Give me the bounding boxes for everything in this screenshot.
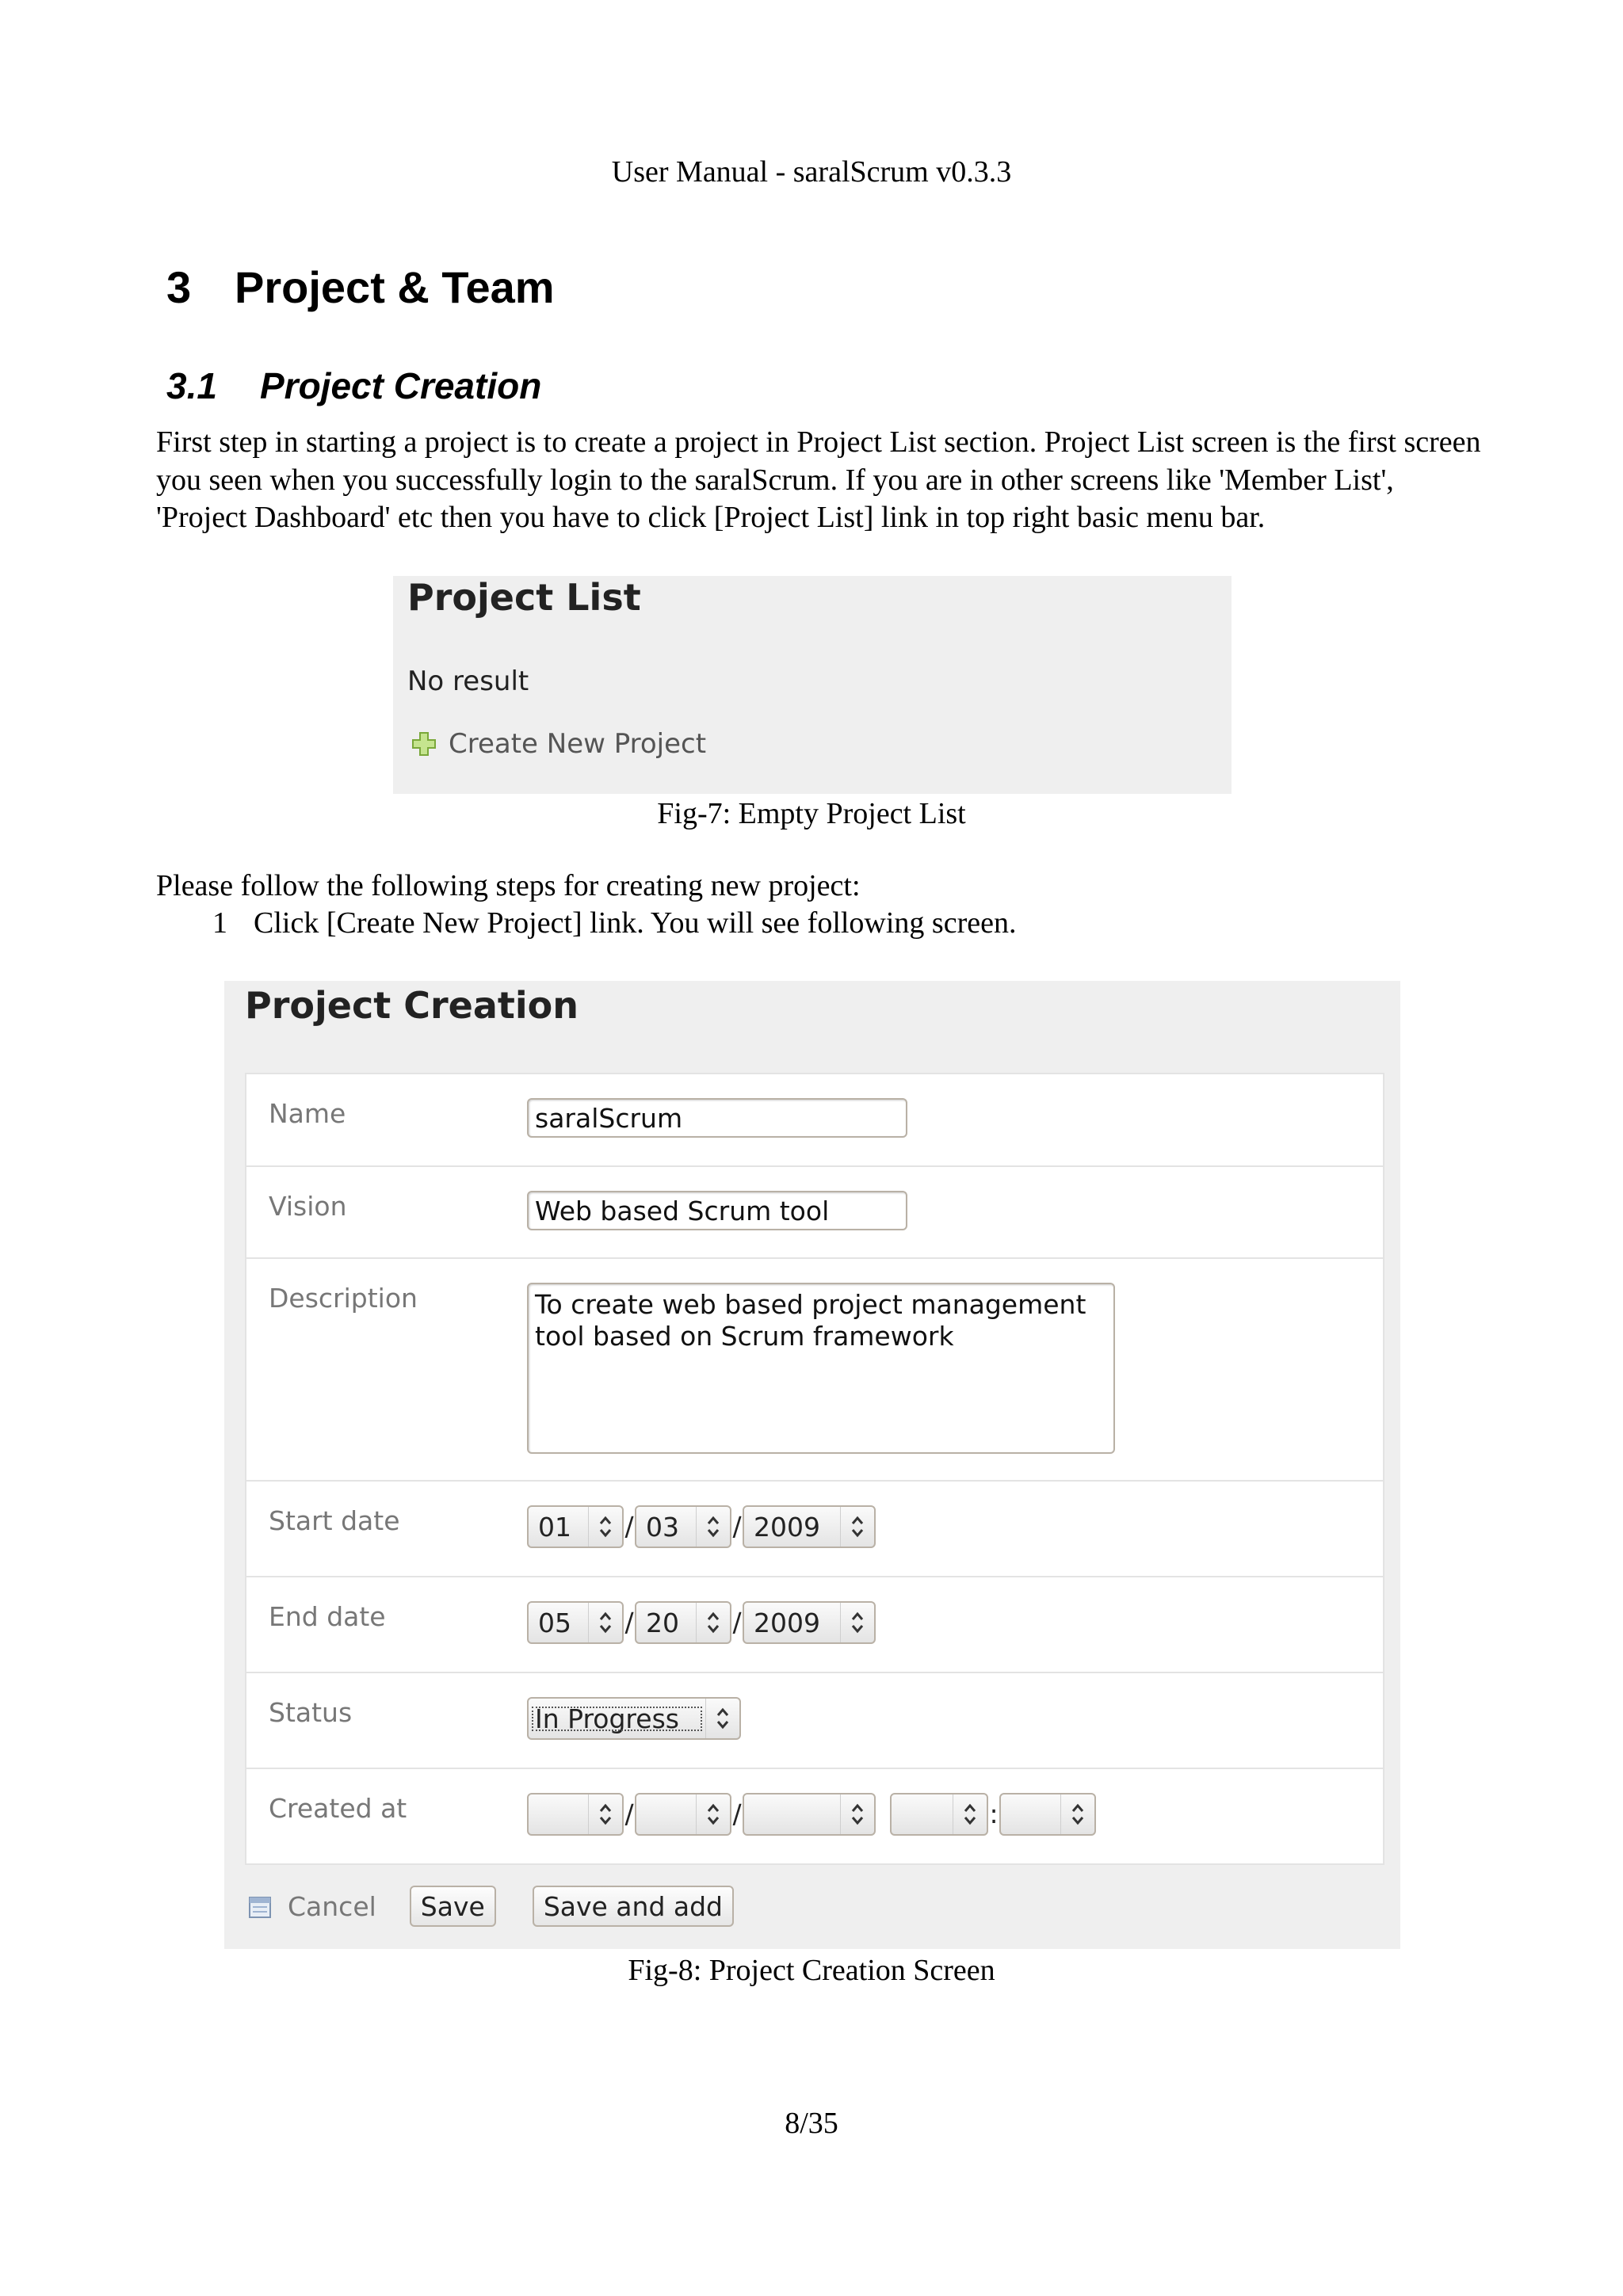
form-buttons bbox=[248, 1886, 734, 1927]
project-creation-title: Project Creation bbox=[245, 984, 579, 1027]
date-separator: / bbox=[732, 1607, 742, 1638]
updown-icon bbox=[696, 1507, 730, 1547]
project-list-screenshot bbox=[393, 576, 1232, 794]
form-row-created-at bbox=[246, 1768, 1383, 1863]
updown-icon bbox=[840, 1507, 874, 1547]
start-month-select[interactable]: 01 bbox=[527, 1505, 624, 1548]
status-select[interactable]: In Progress bbox=[527, 1697, 741, 1740]
updown-icon bbox=[588, 1794, 622, 1834]
time-separator: : bbox=[989, 1798, 999, 1829]
created-minute-select[interactable] bbox=[999, 1793, 1096, 1836]
updown-icon bbox=[840, 1794, 874, 1834]
project-creation-screenshot bbox=[224, 981, 1400, 1949]
save-and-add-button[interactable]: Save and add bbox=[533, 1886, 734, 1927]
status-label: Status bbox=[269, 1697, 353, 1728]
end-day-select[interactable]: 20 bbox=[635, 1601, 731, 1644]
date-separator: / bbox=[732, 1511, 742, 1542]
project-form bbox=[245, 1073, 1384, 1865]
description-label: Description bbox=[269, 1283, 418, 1314]
section-heading bbox=[166, 261, 555, 313]
created-month-select[interactable] bbox=[527, 1793, 624, 1836]
created-at-picker bbox=[527, 1793, 1096, 1836]
vision-label: Vision bbox=[269, 1191, 347, 1222]
vision-input[interactable]: Web based Scrum tool bbox=[527, 1191, 907, 1230]
updown-icon bbox=[588, 1507, 622, 1547]
steps-intro: Please follow the following steps for creating new project: bbox=[156, 869, 861, 902]
intro-paragraph: First step in starting a project is to create a project in Project List section. Project List screen is the first screen you seen when you successfully login to the saralScrum. If you are in other screens like 'Member List', 'Project Dashboard' etc then you have to click [Project List] link in top right basic menu bar. bbox=[156, 425, 1481, 534]
end-year-select[interactable]: 2009 bbox=[743, 1601, 876, 1644]
updown-icon bbox=[840, 1603, 874, 1642]
created-day-select[interactable] bbox=[635, 1793, 731, 1836]
create-new-project-label: Create New Project bbox=[449, 728, 707, 760]
figure8-caption: Fig-8: Project Creation Screen bbox=[628, 1954, 995, 1987]
step-item bbox=[212, 906, 1016, 940]
date-separator: / bbox=[624, 1607, 634, 1638]
end-date-picker bbox=[527, 1601, 876, 1644]
updown-icon bbox=[953, 1794, 987, 1834]
start-date-picker bbox=[527, 1505, 876, 1548]
name-label: Name bbox=[269, 1098, 346, 1129]
subsection-title: Project Creation bbox=[260, 365, 542, 406]
form-row-end-date bbox=[246, 1576, 1383, 1672]
form-row-name bbox=[246, 1074, 1383, 1165]
form-row-start-date bbox=[246, 1480, 1383, 1576]
description-textarea[interactable]: To create web based project management tool based on Scrum framework bbox=[527, 1283, 1115, 1454]
project-list-title: Project List bbox=[407, 576, 641, 619]
form-row-vision bbox=[246, 1165, 1383, 1257]
date-separator: / bbox=[624, 1511, 634, 1542]
date-separator: / bbox=[732, 1798, 742, 1829]
save-button[interactable]: Save bbox=[410, 1886, 496, 1927]
section-title: Project & Team bbox=[235, 262, 555, 312]
create-new-project-link[interactable] bbox=[411, 728, 706, 760]
document-header: User Manual - saralScrum v0.3.3 bbox=[611, 155, 1012, 189]
plus-icon bbox=[411, 730, 437, 757]
date-separator: / bbox=[624, 1798, 634, 1829]
updown-icon bbox=[1060, 1794, 1094, 1834]
end-month-select[interactable]: 05 bbox=[527, 1601, 624, 1644]
subsection-heading bbox=[166, 364, 541, 407]
updown-icon bbox=[696, 1603, 730, 1642]
step-number: 1 bbox=[212, 906, 227, 940]
form-row-status bbox=[246, 1672, 1383, 1768]
page-number: 8/35 bbox=[785, 2107, 838, 2140]
calendar-icon bbox=[248, 1894, 272, 1918]
name-input[interactable]: saralScrum bbox=[527, 1098, 907, 1138]
end-date-label: End date bbox=[269, 1601, 386, 1632]
cancel-button[interactable] bbox=[248, 1891, 376, 1922]
cancel-label: Cancel bbox=[288, 1890, 376, 1922]
no-result-text: No result bbox=[407, 666, 529, 697]
updown-icon bbox=[696, 1794, 730, 1834]
created-at-label: Created at bbox=[269, 1793, 407, 1824]
subsection-number: 3.1 bbox=[166, 365, 217, 406]
form-row-description bbox=[246, 1257, 1383, 1480]
start-day-select[interactable]: 03 bbox=[635, 1505, 731, 1548]
status-select-wrapper bbox=[527, 1697, 741, 1740]
start-year-select[interactable]: 2009 bbox=[743, 1505, 876, 1548]
created-hour-select[interactable] bbox=[890, 1793, 988, 1836]
step-text: Click [Create New Project] link. You will see following screen. bbox=[254, 906, 1017, 940]
created-year-select[interactable] bbox=[743, 1793, 876, 1836]
updown-icon bbox=[588, 1603, 622, 1642]
updown-icon bbox=[705, 1699, 739, 1738]
section-number: 3 bbox=[166, 262, 192, 312]
figure7-caption: Fig-7: Empty Project List bbox=[657, 797, 966, 830]
start-date-label: Start date bbox=[269, 1505, 400, 1536]
